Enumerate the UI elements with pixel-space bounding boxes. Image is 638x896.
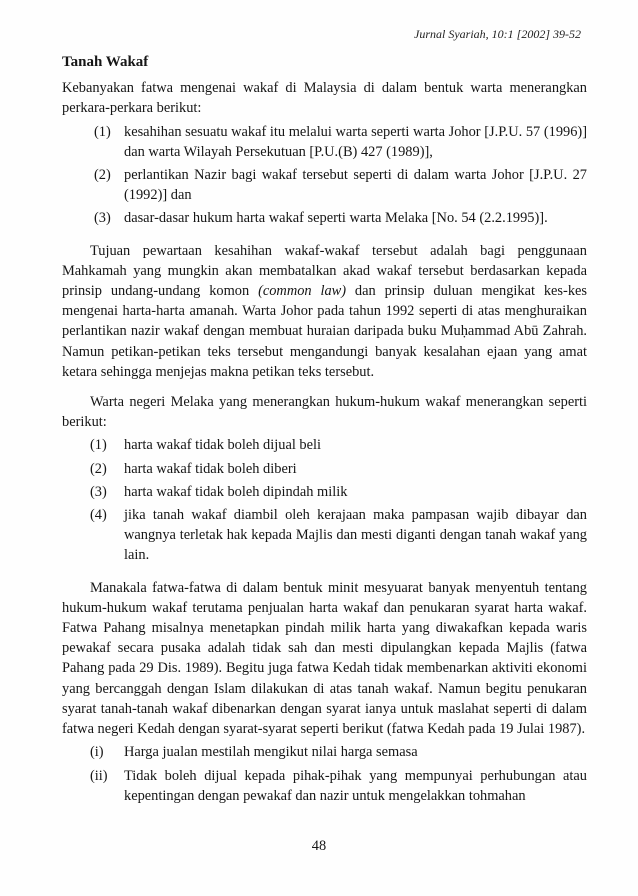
list-marker: (4)	[90, 507, 107, 524]
list-marker: (i)	[90, 744, 104, 761]
melaka-paragraph: Warta negeri Melaka yang menerangkan hukum-hukum wakaf menerangkan seperti berikut:	[62, 394, 587, 431]
list-marker: (ii)	[90, 767, 108, 784]
intro-paragraph: Kebanyakan fatwa mengenai wakaf di Malaysia di dalam bentuk warta menerangkan perkara-perkara berikut:	[62, 80, 587, 117]
section-title: Tanah Wakaf	[62, 54, 149, 70]
list-item	[62, 165, 587, 205]
list-marker: (3)	[90, 483, 107, 500]
list-text: Harga jualan mestilah mengikut nilai harga semasa	[124, 744, 418, 761]
conditions-list	[62, 742, 587, 806]
list-item	[62, 766, 587, 806]
list-item	[62, 505, 587, 566]
list-item	[62, 435, 587, 455]
list-marker: (1)	[94, 123, 111, 140]
list-item	[62, 122, 587, 162]
list-item	[62, 482, 587, 502]
list-marker: (1)	[90, 437, 107, 454]
article-body	[62, 52, 587, 808]
paragraph-text: Tujuan pewartaan kesahihan wakaf-wakaf tersebut adalah bagi penggunaan Mahkamah yang mungkin akan membatalkan akad wakaf tersebut berdasarkan kepada prinsip undang-undang komon	[62, 242, 587, 300]
italic-term: (common law)	[258, 283, 347, 300]
list-item	[62, 742, 587, 762]
fatwa-paragraph: Manakala fatwa-fatwa di dalam bentuk minit mesyuarat banyak menyentuh tentang hukum-hukum wakaf terutama penjualan harta wakaf dan penukaran syarat harta wakaf. Fatwa Pahang misalnya menetapkan pindah milik harta yang diwakafkan kepada waris pewakaf secara pusaka adalah tidak sah dan mesti dipulangkan kepada Majlis (fatwa Pahang pada 29 Dis. 1989). Begitu juga fatwa Kedah tidak membenarkan aktiviti ekonomi yang bercanggah dengan Islam dilakukan di atas tanah wakaf. Namun begitu penukaran syarat tanah-tanah wakaf dibenarkan dengan syarat ianya untuk maslahat seperti di dalam fatwa negeri Kedah dengan syarat-syarat seperti berikut (fatwa Kedah pada 19 Julai 1987).	[62, 579, 587, 738]
list-text: Tidak boleh dijual kepada pihak-pihak yang mempunyai perhubungan atau kepentingan dengan pewakaf dan nazir untuk mengelakkan tohmahan	[124, 767, 587, 804]
paragraph-text: dan prinsip duluan mengikat kes-kes mengenai harta-harta amanah. Warta Johor pada tahun 1992 seperti di atas menghuraikan perlantikan nazir wakaf dengan membuat huraian daripada buku Muḥammad Abū Zahrah. Namun petikan-petikan teks tersebut mengandungi banyak kesalahan ejaan yang amat ketara sehingga menjejas makna petikan teks tersebut.	[62, 283, 587, 380]
gazette-list	[62, 122, 587, 229]
list-item	[62, 459, 587, 479]
list-text: harta wakaf tidak boleh diberi	[124, 460, 297, 477]
list-text: harta wakaf tidak boleh dijual beli	[124, 437, 321, 454]
list-text: perlantikan Nazir bagi wakaf tersebut seperti di dalam warta Johor [J.P.U. 27 (1992)] dan	[124, 167, 587, 204]
list-text: dasar-dasar hukum harta wakaf seperti warta Melaka [No. 54 (2.2.1995)].	[124, 210, 548, 227]
list-marker: (2)	[94, 167, 111, 184]
list-item	[62, 208, 587, 228]
list-text: harta wakaf tidak boleh dipindah milik	[124, 483, 348, 500]
list-marker: (2)	[90, 460, 107, 477]
list-text: kesahihan sesuatu wakaf itu melalui warta seperti warta Johor [J.P.U. 57 (1996)] dan warta Wilayah Persekutuan [P.U.(B) 427 (1989)],	[124, 123, 587, 160]
melaka-rules-list	[62, 435, 587, 565]
list-marker: (3)	[94, 210, 111, 227]
page-number: 48	[311, 838, 327, 854]
purpose-paragraph	[62, 241, 587, 382]
list-text: jika tanah wakaf diambil oleh kerajaan maka pampasan wajib dibayar dan wangnya terletak hak kepada Majlis dan mesti diganti dengan tanah wakaf yang lain.	[124, 507, 587, 564]
running-header: Jurnal Syariah, 10:1 [2002] 39-52	[414, 27, 581, 41]
